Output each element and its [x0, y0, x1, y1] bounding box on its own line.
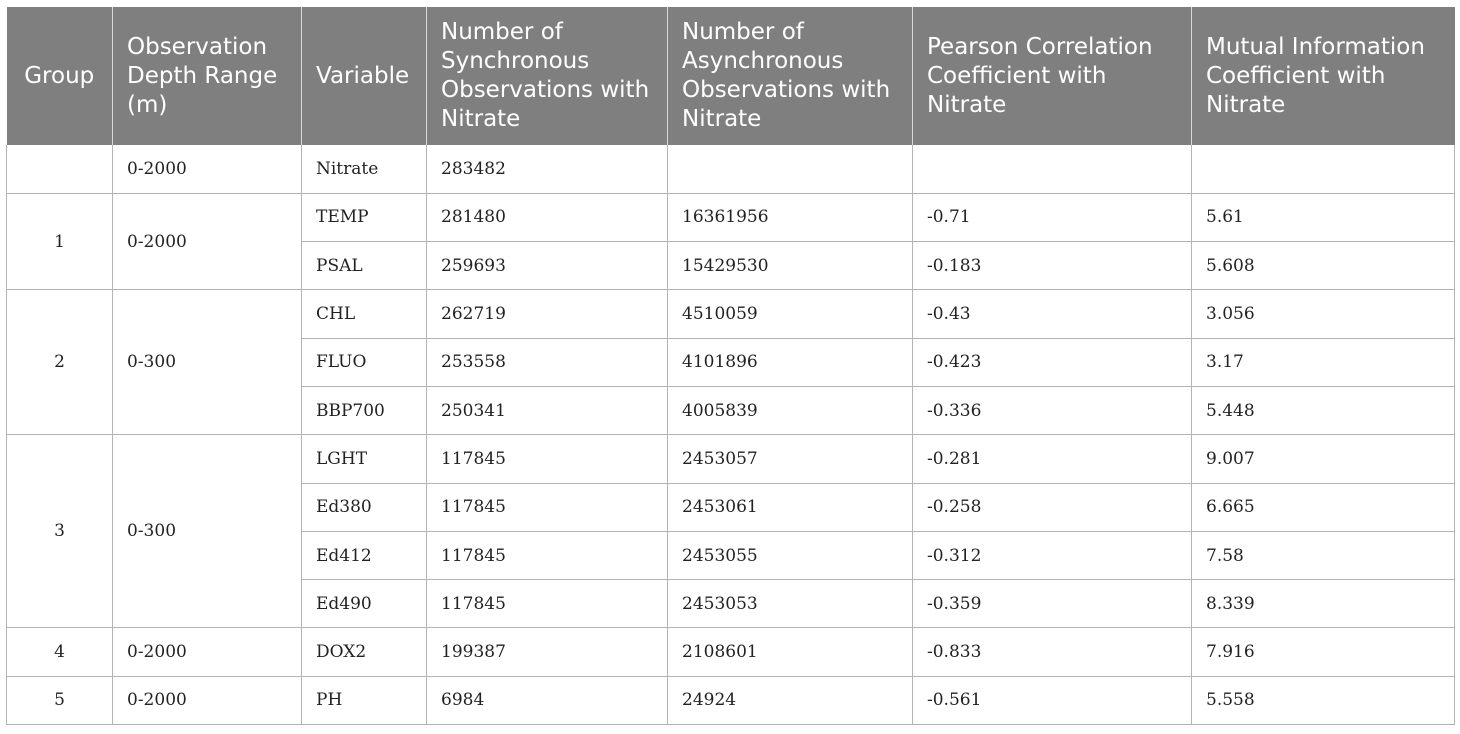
header-pearson-correlation: Pearson Correlation Coefficient with Nitrate [913, 7, 1192, 145]
table-row [7, 628, 1455, 676]
mi-cell: 5.558 [1192, 676, 1455, 724]
async-cell [668, 145, 913, 193]
data-table [6, 7, 1455, 725]
depth-cell: 0-2000 [113, 193, 302, 290]
group-cell: 4 [7, 628, 113, 676]
table-row [7, 676, 1455, 724]
header-synchronous-observations: Number of Synchronous Observations with Nitrate [427, 7, 668, 145]
pearson-cell: -0.281 [913, 435, 1192, 483]
pearson-cell [913, 145, 1192, 193]
async-cell: 2453057 [668, 435, 913, 483]
async-cell: 2453061 [668, 483, 913, 531]
sync-cell: 117845 [427, 580, 668, 628]
mi-cell: 3.17 [1192, 338, 1455, 386]
variable-cell: TEMP [302, 193, 427, 241]
variable-cell: Ed412 [302, 531, 427, 579]
group-cell: 5 [7, 676, 113, 724]
table-row [7, 193, 1455, 241]
sync-cell: 253558 [427, 338, 668, 386]
async-cell: 15429530 [668, 242, 913, 290]
group-cell: 3 [7, 435, 113, 628]
depth-cell: 0-300 [113, 435, 302, 628]
pearson-cell: -0.258 [913, 483, 1192, 531]
pearson-cell: -0.423 [913, 338, 1192, 386]
sync-cell: 262719 [427, 290, 668, 338]
variable-cell: PH [302, 676, 427, 724]
mi-cell: 7.916 [1192, 628, 1455, 676]
sync-cell: 117845 [427, 435, 668, 483]
async-cell: 4510059 [668, 290, 913, 338]
pearson-cell: -0.561 [913, 676, 1192, 724]
pearson-cell: -0.312 [913, 531, 1192, 579]
async-cell: 24924 [668, 676, 913, 724]
async-cell: 2453053 [668, 580, 913, 628]
variable-cell: BBP700 [302, 386, 427, 434]
group-cell: 1 [7, 193, 113, 290]
pearson-cell: -0.43 [913, 290, 1192, 338]
async-cell: 4005839 [668, 386, 913, 434]
async-cell: 2108601 [668, 628, 913, 676]
mi-cell: 5.61 [1192, 193, 1455, 241]
header-group: Group [7, 7, 113, 145]
variable-cell: PSAL [302, 242, 427, 290]
group-cell: 2 [7, 290, 113, 435]
sync-cell: 117845 [427, 483, 668, 531]
pearson-cell: -0.359 [913, 580, 1192, 628]
variable-cell: LGHT [302, 435, 427, 483]
mi-cell [1192, 145, 1455, 193]
table-row [7, 435, 1455, 483]
depth-cell: 0-2000 [113, 676, 302, 724]
sync-cell: 283482 [427, 145, 668, 193]
depth-cell: 0-2000 [113, 628, 302, 676]
table-row [7, 145, 1455, 193]
variable-cell: Nitrate [302, 145, 427, 193]
table-row [7, 290, 1455, 338]
sync-cell: 281480 [427, 193, 668, 241]
header-asynchronous-observations: Number of Asynchronous Observations with Nitrate [668, 7, 913, 145]
sync-cell: 199387 [427, 628, 668, 676]
variable-cell: Ed490 [302, 580, 427, 628]
async-cell: 4101896 [668, 338, 913, 386]
mi-cell: 5.608 [1192, 242, 1455, 290]
variable-cell: FLUO [302, 338, 427, 386]
mi-cell: 8.339 [1192, 580, 1455, 628]
async-cell: 16361956 [668, 193, 913, 241]
mi-cell: 7.58 [1192, 531, 1455, 579]
mi-cell: 3.056 [1192, 290, 1455, 338]
mi-cell: 9.007 [1192, 435, 1455, 483]
depth-cell: 0-300 [113, 290, 302, 435]
variable-cell: DOX2 [302, 628, 427, 676]
pearson-cell: -0.336 [913, 386, 1192, 434]
mi-cell: 6.665 [1192, 483, 1455, 531]
pearson-cell: -0.183 [913, 242, 1192, 290]
variable-cell: Ed380 [302, 483, 427, 531]
header-depth-range: Observation Depth Range (m) [113, 7, 302, 145]
pearson-cell: -0.71 [913, 193, 1192, 241]
header-mutual-information: Mutual Information Coefficient with Nitrate [1192, 7, 1455, 145]
variable-cell: CHL [302, 290, 427, 338]
group-cell [7, 145, 113, 193]
pearson-cell: -0.833 [913, 628, 1192, 676]
header-variable: Variable [302, 7, 427, 145]
mi-cell: 5.448 [1192, 386, 1455, 434]
sync-cell: 259693 [427, 242, 668, 290]
sync-cell: 117845 [427, 531, 668, 579]
async-cell: 2453055 [668, 531, 913, 579]
header-row [7, 7, 1455, 145]
depth-cell: 0-2000 [113, 145, 302, 193]
sync-cell: 6984 [427, 676, 668, 724]
sync-cell: 250341 [427, 386, 668, 434]
